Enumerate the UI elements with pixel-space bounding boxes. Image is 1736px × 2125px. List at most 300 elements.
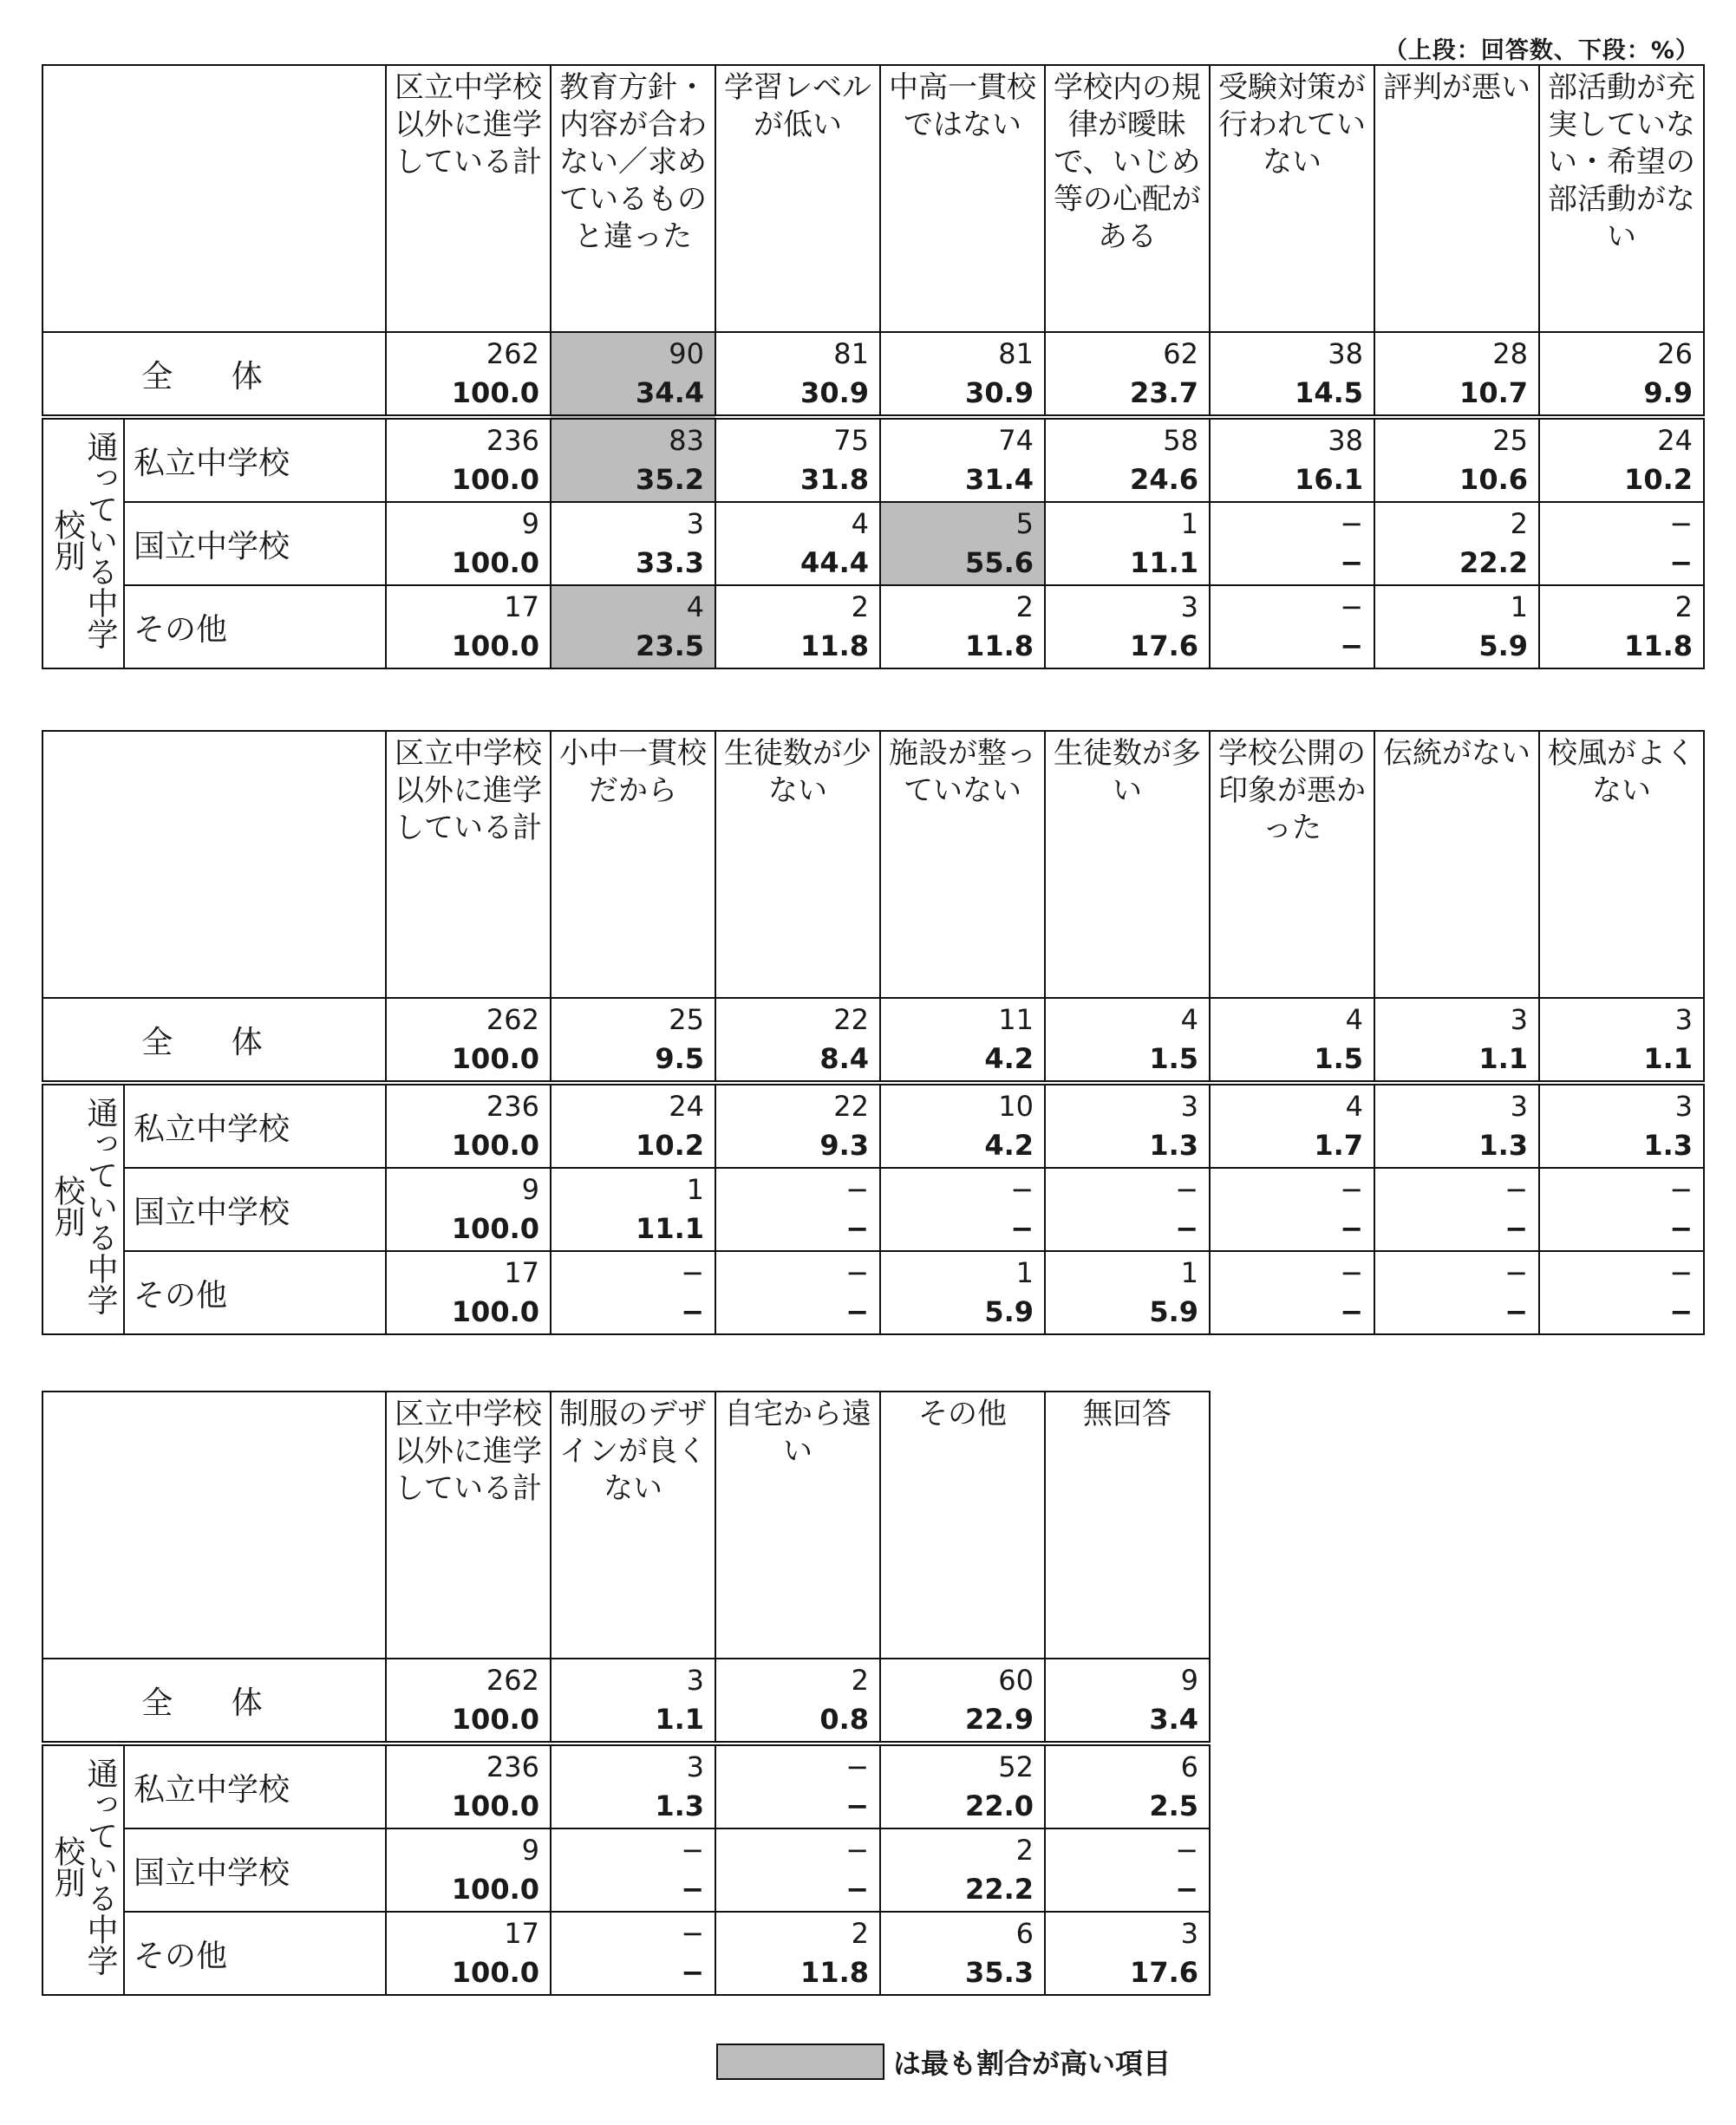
legend-text: は最も割合が高い項目 [893, 2047, 1171, 2080]
cell-count: 3 [1510, 1003, 1528, 1036]
data-cell [715, 417, 880, 502]
row-label-total: 全 体 [42, 1659, 386, 1744]
cell-count: 17 [504, 590, 539, 623]
table-row [42, 1912, 1210, 1995]
data-cell [1539, 332, 1704, 417]
cell-count: 1 [1180, 1256, 1198, 1289]
cell-percent: 11.1 [636, 1212, 704, 1245]
cell-count: 3 [1180, 590, 1198, 623]
column-header: 校風がよくない [1539, 731, 1704, 998]
data-cell [1045, 998, 1210, 1083]
cell-percent: 4.2 [984, 1042, 1034, 1075]
cell-percent: 3.4 [1149, 1703, 1198, 1736]
cell-percent: 31.8 [800, 463, 869, 496]
cell-percent: 10.2 [1624, 463, 1693, 496]
cell-percent: 44.4 [800, 546, 869, 579]
row-label-national: 国立中学校 [124, 1828, 386, 1912]
cell-percent: − [1669, 1295, 1693, 1328]
data-cell [551, 1828, 715, 1912]
cell-count: 62 [1163, 337, 1198, 370]
cell-count: − [1340, 1256, 1363, 1289]
column-header: 学習レベルが低い [715, 65, 880, 332]
data-cell [880, 585, 1045, 668]
cell-percent: − [845, 1873, 869, 1906]
data-cell [551, 585, 715, 668]
data-cell [880, 1251, 1045, 1334]
cell-percent: − [1504, 1212, 1528, 1245]
data-cell [386, 585, 551, 668]
column-header: 制服のデザインが良くない [551, 1392, 715, 1659]
column-header: 自宅から遠い [715, 1392, 880, 1659]
cell-percent: 30.9 [965, 376, 1034, 409]
cell-count: 4 [686, 590, 704, 623]
data-cell [1045, 1083, 1210, 1168]
data-cell [1210, 502, 1374, 585]
data-cell [1045, 585, 1210, 668]
data-cell [1045, 1912, 1210, 1995]
cell-percent: 1.1 [1643, 1042, 1693, 1075]
cell-percent: 100.0 [451, 546, 539, 579]
cell-percent: 5.9 [1478, 629, 1528, 662]
cell-count: − [1175, 1173, 1198, 1206]
cell-count: − [1175, 1834, 1198, 1867]
data-cell [1539, 585, 1704, 668]
data-cell [1539, 1168, 1704, 1251]
cell-count: 1 [686, 1173, 704, 1206]
cell-percent: − [1669, 1212, 1693, 1245]
cell-percent: 100.0 [451, 1042, 539, 1075]
cell-percent: − [845, 1295, 869, 1328]
data-cell [880, 332, 1045, 417]
cell-percent: 1.7 [1314, 1129, 1363, 1162]
cell-percent: 100.0 [451, 1956, 539, 1989]
cell-percent: − [845, 1212, 869, 1245]
cell-percent: 11.8 [800, 629, 869, 662]
cell-count: 3 [1674, 1003, 1693, 1036]
data-cell [880, 1912, 1045, 1995]
data-cell [386, 502, 551, 585]
column-header: 無回答 [1045, 1392, 1210, 1659]
table-row [42, 502, 1704, 585]
data-cell [880, 502, 1045, 585]
cell-count: 1 [1180, 507, 1198, 540]
cell-percent: 9.3 [819, 1129, 869, 1162]
cell-percent: 5.9 [984, 1295, 1034, 1328]
data-cell [715, 1912, 880, 1995]
data-cell [551, 417, 715, 502]
cell-percent: 1.5 [1149, 1042, 1198, 1075]
data-cell [551, 502, 715, 585]
column-header: 区立中学校以外に進学している計 [386, 65, 551, 332]
cell-percent: 10.2 [636, 1129, 704, 1162]
cell-count: 38 [1328, 337, 1363, 370]
cell-count: 236 [486, 424, 539, 457]
cell-count: − [1010, 1173, 1034, 1206]
data-cell [386, 1168, 551, 1251]
cell-percent: 100.0 [451, 1295, 539, 1328]
data-cell [1539, 998, 1704, 1083]
cell-count: 1 [1015, 1256, 1034, 1289]
cell-percent: 11.8 [965, 629, 1034, 662]
data-cell [1210, 1251, 1374, 1334]
cell-percent: 5.9 [1149, 1295, 1198, 1328]
cell-count: − [681, 1834, 704, 1867]
data-cell [386, 1251, 551, 1334]
data-cell [551, 1168, 715, 1251]
cell-count: 9 [1180, 1664, 1198, 1697]
cell-count: 17 [504, 1256, 539, 1289]
group-label [42, 1744, 124, 1995]
cell-percent: − [845, 1789, 869, 1822]
data-cell [1539, 417, 1704, 502]
column-header: 中高一貫校ではない [880, 65, 1045, 332]
row-label-other: その他 [124, 1912, 386, 1995]
cell-count: 58 [1163, 424, 1198, 457]
data-cell [386, 998, 551, 1083]
cell-count: − [845, 1173, 869, 1206]
header-row [42, 65, 1704, 332]
cell-percent: 10.7 [1459, 376, 1528, 409]
data-cell [386, 1659, 551, 1744]
cell-count: 6 [1015, 1917, 1034, 1950]
data-cell [551, 1659, 715, 1744]
data-cell [386, 1912, 551, 1995]
cell-count: 26 [1657, 337, 1693, 370]
cell-percent: 100.0 [451, 1873, 539, 1906]
cell-percent: 1.1 [655, 1703, 704, 1736]
cell-count: 38 [1328, 424, 1363, 457]
row-label-total: 全 体 [42, 332, 386, 417]
cell-percent: 55.6 [965, 546, 1034, 579]
cell-percent: 10.6 [1459, 463, 1528, 496]
header-row [42, 1392, 1210, 1659]
cell-count: 22 [833, 1003, 869, 1036]
cell-count: 3 [1180, 1917, 1198, 1950]
cell-count: 52 [998, 1750, 1034, 1783]
row-label-other: その他 [124, 585, 386, 668]
cell-count: 236 [486, 1090, 539, 1123]
survey-table-1 [42, 64, 1705, 669]
cell-percent: 1.3 [655, 1789, 704, 1822]
survey-table-2 [42, 730, 1705, 1335]
data-cell [880, 1168, 1045, 1251]
column-header: 伝統がない [1374, 731, 1539, 998]
data-cell [1374, 585, 1539, 668]
cell-percent: − [1175, 1212, 1198, 1245]
data-cell [1045, 332, 1210, 417]
data-cell [1210, 1168, 1374, 1251]
data-cell [1045, 1251, 1210, 1334]
cell-percent: 100.0 [451, 463, 539, 496]
table-row [42, 417, 1704, 502]
cell-percent: 14.5 [1295, 376, 1363, 409]
cell-percent: 9.9 [1643, 376, 1693, 409]
cell-percent: 34.4 [636, 376, 704, 409]
data-cell [715, 1659, 880, 1744]
cell-percent: 11.8 [800, 1956, 869, 1989]
group-label-text: 通っている中学校別 [49, 431, 118, 649]
column-header: 小中一貫校だから [551, 731, 715, 998]
row-label-national: 国立中学校 [124, 502, 386, 585]
cell-count: − [1669, 1256, 1693, 1289]
column-header: 区立中学校以外に進学している計 [386, 1392, 551, 1659]
data-cell [386, 332, 551, 417]
cell-percent: − [1010, 1212, 1034, 1245]
column-header: 区立中学校以外に進学している計 [386, 731, 551, 998]
column-header: その他 [880, 1392, 1045, 1659]
data-cell [1374, 1251, 1539, 1334]
cell-count: − [1669, 1173, 1693, 1206]
row-label-private: 私立中学校 [124, 1083, 386, 1168]
cell-count: 10 [998, 1090, 1034, 1123]
data-cell [880, 1083, 1045, 1168]
data-cell [1045, 1168, 1210, 1251]
data-cell [551, 1912, 715, 1995]
cell-count: 2 [851, 1917, 869, 1950]
data-cell [551, 1083, 715, 1168]
data-cell [715, 998, 880, 1083]
cell-count: 3 [686, 1664, 704, 1697]
cell-count: − [1340, 1173, 1363, 1206]
cell-count: 11 [998, 1003, 1034, 1036]
cell-percent: 30.9 [800, 376, 869, 409]
header-row [42, 731, 1704, 998]
cell-percent: 1.5 [1314, 1042, 1363, 1075]
cell-count: 9 [521, 507, 539, 540]
cell-count: 9 [521, 1173, 539, 1206]
legend-swatch [716, 2044, 884, 2080]
table-row [42, 1828, 1210, 1912]
cell-count: 28 [1492, 337, 1528, 370]
cell-count: 2 [1510, 507, 1528, 540]
group-label [42, 417, 124, 668]
data-cell [880, 1744, 1045, 1828]
cell-count: − [1504, 1256, 1528, 1289]
cell-count: 2 [1015, 590, 1034, 623]
data-cell [715, 1083, 880, 1168]
data-cell [715, 1168, 880, 1251]
cell-count: 83 [669, 424, 704, 457]
cell-percent: 1.3 [1149, 1129, 1198, 1162]
cell-count: 6 [1180, 1750, 1198, 1783]
cell-percent: 17.6 [1130, 629, 1198, 662]
cell-count: 24 [669, 1090, 704, 1123]
row-label-private: 私立中学校 [124, 417, 386, 502]
data-cell [715, 1251, 880, 1334]
cell-count: − [1669, 507, 1693, 540]
cell-percent: − [1175, 1873, 1198, 1906]
cell-count: 4 [851, 507, 869, 540]
column-header: 教育方針・内容が合わない／求めているものと違った [551, 65, 715, 332]
group-label-text: 通っている中学校別 [49, 1757, 118, 1976]
data-cell [715, 585, 880, 668]
table-row [42, 998, 1704, 1083]
data-cell [551, 1744, 715, 1828]
data-cell [1210, 585, 1374, 668]
cell-count: 75 [833, 424, 869, 457]
data-cell [880, 998, 1045, 1083]
data-cell [1045, 417, 1210, 502]
cell-percent: 0.8 [819, 1703, 869, 1736]
data-cell [880, 1659, 1045, 1744]
cell-count: 3 [686, 1750, 704, 1783]
cell-percent: 11.8 [1624, 629, 1693, 662]
corner-cell [42, 731, 386, 998]
cell-percent: − [1340, 1212, 1363, 1245]
group-label-text: 通っている中学校別 [49, 1097, 118, 1315]
cell-percent: 16.1 [1295, 463, 1363, 496]
cell-percent: 23.7 [1130, 376, 1198, 409]
data-cell [1539, 1083, 1704, 1168]
cell-count: 4 [1345, 1003, 1363, 1036]
table-row [42, 1744, 1210, 1828]
cell-count: 262 [486, 1664, 539, 1697]
data-cell [386, 1828, 551, 1912]
cell-count: 262 [486, 337, 539, 370]
data-cell [386, 417, 551, 502]
data-cell [1374, 502, 1539, 585]
cell-percent: 1.3 [1478, 1129, 1528, 1162]
cell-percent: 24.6 [1130, 463, 1198, 496]
cell-count: − [845, 1750, 869, 1783]
group-label [42, 1083, 124, 1334]
data-cell [715, 502, 880, 585]
table-row [42, 1083, 1704, 1168]
unit-note: （上段：回答数、下段：%） [1383, 37, 1700, 64]
cell-count: 24 [1657, 424, 1693, 457]
data-cell [1210, 332, 1374, 417]
cell-percent: 100.0 [451, 1789, 539, 1822]
data-cell [1045, 1744, 1210, 1828]
survey-table-3 [42, 1391, 1211, 1996]
cell-percent: 35.3 [965, 1956, 1034, 1989]
cell-count: 4 [1345, 1090, 1363, 1123]
cell-count: − [1340, 590, 1363, 623]
data-cell [386, 1083, 551, 1168]
cell-percent: 31.4 [965, 463, 1034, 496]
cell-count: 2 [851, 1664, 869, 1697]
data-cell [1210, 417, 1374, 502]
cell-count: − [1504, 1173, 1528, 1206]
cell-count: 17 [504, 1917, 539, 1950]
table-row [42, 332, 1704, 417]
cell-percent: 4.2 [984, 1129, 1034, 1162]
cell-percent: 23.5 [636, 629, 704, 662]
cell-count: 262 [486, 1003, 539, 1036]
cell-count: − [681, 1256, 704, 1289]
data-cell [1374, 332, 1539, 417]
table-row [42, 1251, 1704, 1334]
column-header: 施設が整っていない [880, 731, 1045, 998]
cell-percent: 100.0 [451, 1703, 539, 1736]
table-row [42, 1659, 1210, 1744]
cell-percent: 22.0 [965, 1789, 1034, 1822]
cell-count: 60 [998, 1664, 1034, 1697]
column-header: 受験対策が行われていない [1210, 65, 1374, 332]
cell-count: 3 [1180, 1090, 1198, 1123]
data-cell [386, 1744, 551, 1828]
cell-percent: 100.0 [451, 1129, 539, 1162]
data-cell [1045, 502, 1210, 585]
data-cell [1539, 502, 1704, 585]
row-label-total: 全 体 [42, 998, 386, 1083]
table-row [42, 1168, 1704, 1251]
data-cell [1045, 1659, 1210, 1744]
cell-percent: 100.0 [451, 1212, 539, 1245]
cell-count: 3 [1510, 1090, 1528, 1123]
data-cell [1374, 1083, 1539, 1168]
cell-percent: 35.2 [636, 463, 704, 496]
cell-count: 25 [1492, 424, 1528, 457]
data-cell [1374, 1168, 1539, 1251]
cell-percent: 100.0 [451, 376, 539, 409]
cell-percent: 2.5 [1149, 1789, 1198, 1822]
cell-percent: − [1340, 629, 1363, 662]
cell-count: 22 [833, 1090, 869, 1123]
cell-percent: 22.2 [1459, 546, 1528, 579]
cell-count: 4 [1180, 1003, 1198, 1036]
data-cell [1045, 1828, 1210, 1912]
cell-count: 2 [1015, 1834, 1034, 1867]
cell-percent: 11.1 [1130, 546, 1198, 579]
corner-cell [42, 65, 386, 332]
data-cell [551, 1251, 715, 1334]
cell-percent: 33.3 [636, 546, 704, 579]
data-cell [1374, 998, 1539, 1083]
cell-count: 1 [1510, 590, 1528, 623]
data-cell [715, 1744, 880, 1828]
cell-count: 3 [686, 507, 704, 540]
cell-count: 9 [521, 1834, 539, 1867]
cell-count: 5 [1015, 507, 1034, 540]
cell-percent: 8.4 [819, 1042, 869, 1075]
cell-percent: 1.3 [1643, 1129, 1693, 1162]
data-cell [715, 1828, 880, 1912]
cell-percent: − [681, 1873, 704, 1906]
column-header: 生徒数が多い [1045, 731, 1210, 998]
column-header: 学校公開の印象が悪かった [1210, 731, 1374, 998]
data-cell [1374, 417, 1539, 502]
data-cell [715, 332, 880, 417]
cell-count: 3 [1674, 1090, 1693, 1123]
cell-percent: 9.5 [655, 1042, 704, 1075]
cell-percent: − [1340, 546, 1363, 579]
cell-count: − [681, 1917, 704, 1950]
data-cell [551, 332, 715, 417]
cell-percent: − [1669, 546, 1693, 579]
cell-percent: 17.6 [1130, 1956, 1198, 1989]
data-cell [1539, 1251, 1704, 1334]
cell-percent: 1.1 [1478, 1042, 1528, 1075]
data-cell [551, 998, 715, 1083]
cell-count: 74 [998, 424, 1034, 457]
row-label-other: その他 [124, 1251, 386, 1334]
cell-count: − [1340, 507, 1363, 540]
cell-count: 25 [669, 1003, 704, 1036]
row-label-private: 私立中学校 [124, 1744, 386, 1828]
cell-percent: − [1504, 1295, 1528, 1328]
corner-cell [42, 1392, 386, 1659]
column-header: 部活動が充実していない・希望の部活動がない [1539, 65, 1704, 332]
cell-count: 81 [998, 337, 1034, 370]
cell-percent: − [681, 1956, 704, 1989]
cell-count: 81 [833, 337, 869, 370]
cell-count: 2 [1674, 590, 1693, 623]
cell-percent: 22.2 [965, 1873, 1034, 1906]
cell-count: − [845, 1834, 869, 1867]
data-cell [880, 1828, 1045, 1912]
column-header: 評判が悪い [1374, 65, 1539, 332]
